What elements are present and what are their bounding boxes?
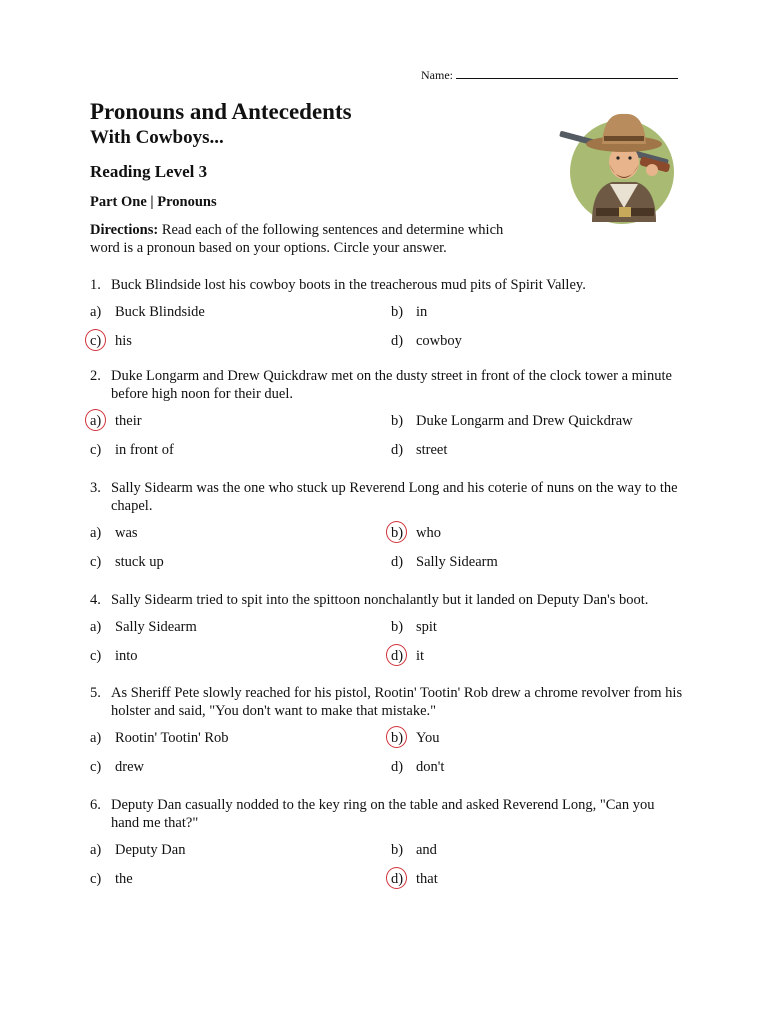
option-letter: d) — [391, 333, 404, 349]
option-text: don't — [416, 759, 445, 775]
option-letter: a) — [90, 304, 102, 320]
option-text: into — [115, 648, 138, 664]
option-text: their — [115, 413, 142, 429]
option-letter: a) — [90, 525, 102, 541]
question-number: 4. — [90, 592, 101, 608]
page-title: Pronouns and Antecedents — [90, 99, 352, 124]
option-letter: c) — [90, 442, 102, 458]
option-text: who — [416, 525, 441, 541]
option-text: that — [416, 871, 438, 887]
option-text: in front of — [115, 442, 174, 458]
option-letter: a) — [90, 619, 102, 635]
option-text: You — [416, 730, 440, 746]
option-letter: a) — [90, 842, 102, 858]
name-field[interactable] — [421, 68, 679, 83]
option-letter: d) — [391, 759, 404, 775]
reading-level: Reading Level 3 — [90, 162, 208, 181]
option-letter: b) — [391, 413, 404, 429]
option-letter: d) — [391, 871, 404, 887]
option-text: Sally Sidearm — [115, 619, 197, 635]
name-label: Name: — [421, 68, 453, 82]
directions-label: Directions: — [90, 222, 159, 238]
option-text: his — [115, 333, 132, 349]
question-text: As Sheriff Pete slowly reached for his pistol, Rootin' Tootin' Rob drew a chrome revolver from his holster and said, "You don't want to make that mistake." — [111, 685, 683, 719]
option-text: and — [416, 842, 437, 858]
option-text: Duke Longarm and Drew Quickdraw — [416, 413, 633, 429]
option-text: street — [416, 442, 448, 458]
option-text: the — [115, 871, 133, 887]
option-letter: d) — [391, 648, 404, 664]
option-letter: c) — [90, 333, 102, 349]
option-letter: c) — [90, 648, 102, 664]
option-letter: c) — [90, 759, 102, 775]
directions-text: Read each of the following sentences and determine which word is a pronoun based on your options. Circle your answer. — [90, 222, 504, 256]
option-letter: b) — [391, 842, 404, 858]
option-text: Buck Blindside — [115, 304, 205, 320]
question-number: 2. — [90, 368, 101, 384]
option-letter: d) — [391, 554, 404, 570]
question-text: Sally Sidearm was the one who stuck up Reverend Long and his coterie of nuns on the way to the chapel. — [111, 480, 678, 514]
option-text: cowboy — [416, 333, 462, 349]
name-underline — [456, 68, 678, 79]
question-text: Sally Sidearm tried to spit into the spittoon nonchalantly but it landed on Deputy Dan's boot. — [111, 592, 649, 608]
page-subtitle: With Cowboys... — [90, 127, 224, 148]
option-letter: b) — [391, 730, 404, 746]
option-letter: c) — [90, 871, 102, 887]
option-letter: b) — [391, 619, 404, 635]
question-number: 3. — [90, 480, 101, 496]
option-letter: b) — [391, 525, 404, 541]
option-text: Deputy Dan — [115, 842, 186, 858]
question-number: 1. — [90, 277, 101, 293]
part-heading: Part One | Pronouns — [90, 194, 217, 210]
cowboy-with-rifle-icon — [552, 100, 678, 228]
question-number: 6. — [90, 797, 101, 813]
option-text: Rootin' Tootin' Rob — [115, 730, 229, 746]
option-text: it — [416, 648, 425, 664]
option-text: in — [416, 304, 428, 320]
option-text: was — [115, 525, 138, 541]
option-letter: a) — [90, 730, 102, 746]
option-text: stuck up — [115, 554, 164, 570]
option-text: drew — [115, 759, 144, 775]
option-text: Sally Sidearm — [416, 554, 498, 570]
option-letter: d) — [391, 442, 404, 458]
option-text: spit — [416, 619, 437, 635]
option-letter: a) — [90, 413, 102, 429]
question-text: Deputy Dan casually nodded to the key ring on the table and asked Reverend Long, "Can you hand me that?" — [111, 797, 655, 831]
question-text: Buck Blindside lost his cowboy boots in the treacherous mud pits of Spirit Valley. — [111, 277, 586, 293]
option-letter: c) — [90, 554, 102, 570]
question-number: 5. — [90, 685, 101, 701]
question-text: Duke Longarm and Drew Quickdraw met on the dusty street in front of the clock tower a minute before high noon for their duel. — [111, 368, 672, 402]
directions — [90, 221, 530, 257]
option-letter: b) — [391, 304, 404, 320]
